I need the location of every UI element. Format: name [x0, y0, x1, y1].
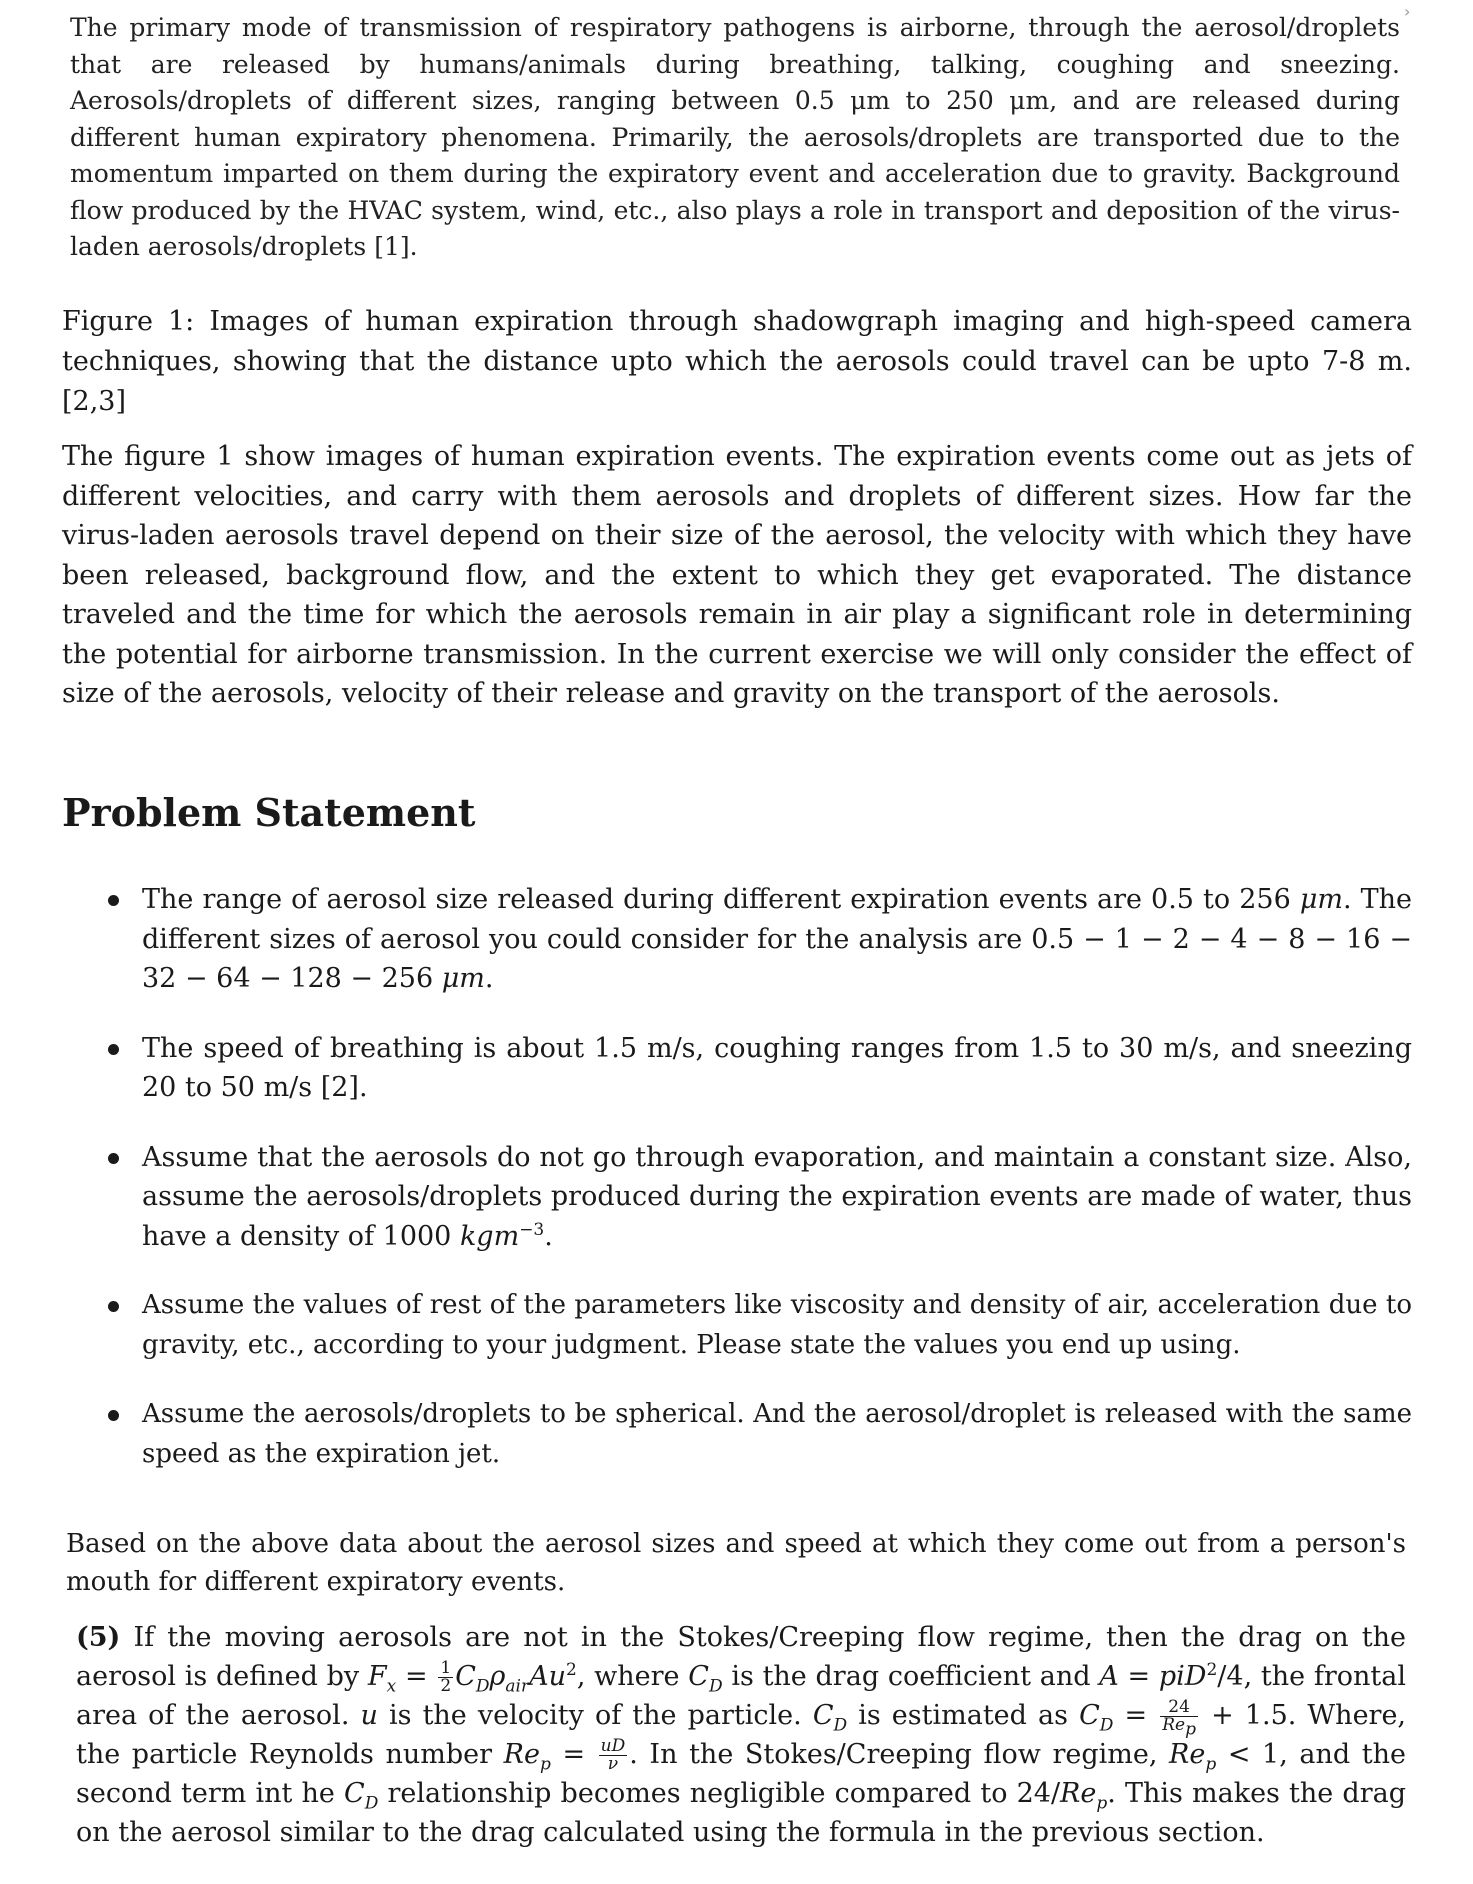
math-op: < 1 — [1216, 1739, 1280, 1770]
math-op: = — [1113, 1700, 1159, 1731]
math: C — [812, 1700, 834, 1731]
q-text: , where — [576, 1661, 689, 1692]
figure-caption: Figure 1: Images of human expiration through shadowgraph imaging and high-speed camera techniques, showing that the distance upto which the aerosols could travel can be upto 7-8 m. [2,3] — [62, 306, 1412, 417]
q-text: is the velocity of the particle. — [377, 1700, 813, 1731]
math-sup: 2 — [1206, 1660, 1218, 1680]
bullet-text: The speed of breathing is about 1.5 m/s, coughing ranges from 1.5 to 30 m/s, and sneezing 20 to 50 m/s [2]. — [142, 1032, 1412, 1103]
q-text: , the frontal area of the aerosol. — [76, 1661, 1406, 1731]
math: uD — [600, 1736, 626, 1756]
unit: μm — [1299, 884, 1343, 915]
bullet-icon — [108, 1410, 119, 1421]
frac-num: 24 — [1160, 1699, 1198, 1717]
bullet-icon — [108, 895, 119, 906]
fraction-ud-nu — [599, 1738, 628, 1773]
frac-num: 1 — [440, 1658, 452, 1678]
math: Re — [1060, 1778, 1097, 1809]
list-item — [100, 1395, 1412, 1474]
math: C — [688, 1661, 709, 1692]
bullet-text: . The different sizes of aerosol you could consider for the analysis are 0.5 − 1 − 2 − 4 − 8 − 16 − 32 − 64 − 128 − 256 — [142, 884, 1413, 994]
math: F — [367, 1661, 387, 1692]
bullet-icon — [108, 1153, 119, 1164]
bullet-icon — [108, 1044, 119, 1055]
q-text: relationship becomes negligible compared to 24/ — [378, 1778, 1061, 1809]
exponent: −3 — [519, 1219, 545, 1240]
question-number: (5) — [76, 1622, 121, 1653]
list-item — [100, 880, 1412, 999]
math-sub: p — [1185, 1719, 1196, 1740]
bullet-text: The range of aerosol size released during different expiration events are 0.5 to 256 — [142, 884, 1300, 915]
math-sub: p — [1205, 1754, 1217, 1775]
math-sub: D — [475, 1676, 490, 1697]
math: ν — [607, 1754, 619, 1774]
unit: μm — [441, 963, 485, 994]
math: C — [455, 1661, 476, 1692]
assumption-list — [100, 880, 1412, 1474]
math-op: = — [550, 1739, 597, 1770]
bullet-text: Assume the values of rest of the parameters like viscosity and density of air, acceleration due to gravity, etc., according to your judgment. Please state the values you end up using. — [142, 1290, 1412, 1360]
q-text: + 1.5. Where, the particle Reynolds number — [76, 1700, 1407, 1770]
math-sub: D — [1099, 1715, 1114, 1736]
list-item — [100, 1286, 1412, 1365]
math-sub: p — [1096, 1793, 1108, 1814]
section-heading: Problem Statement — [62, 790, 476, 835]
intro-paragraph: The primary mode of transmission of respiratory pathogens is airborne, through the aerosol/droplets that are released by humans/animals during breathing, talking, coughing and sneezing. Aerosols/droplets of different sizes, ranging between 0.5 μm to 250 μm, and are released during different human expiratory phenomena. Primarily, the aerosols/droplets are transported due to the momentum imparted on them during the expiratory event and acceleration due to gravity. Background flow produced by the HVAC system, wind, etc., also plays a role in transport and deposition of the virus-laden aerosols/droplets [1]. — [70, 13, 1400, 261]
q-text: is estimated as — [847, 1700, 1080, 1731]
math-sub: D — [364, 1793, 379, 1814]
corner-mark-icon: › — [1404, 2, 1411, 21]
body-paragraph: The figure 1 show images of human expiration events. The expiration events come out as jets of different velocities, and carry with them aerosols and droplets of different sizes. How far the virus-laden aerosols travel depend on their size of the aerosol, the velocity with which they have been released, background flow, and the extent to which they get evaporated. The distance traveled and the time for which the aerosols remain in air play a significant role in determining the potential for airborne transmission. In the current exercise we will only consider the effect of size of the aerosols, velocity of their release and gravity on the transport of the aerosols. — [62, 441, 1412, 709]
math-sub: D — [833, 1715, 848, 1736]
math-op: = — [396, 1661, 437, 1692]
unit: kgm — [459, 1220, 520, 1252]
math: Re — [1162, 1715, 1186, 1735]
bullet-text: . — [484, 963, 494, 994]
based-paragraph: Based on the above data about the aerosol sizes and speed at which they come out from a person's mouth for different expiratory events. — [66, 1529, 1406, 1597]
list-item — [100, 1029, 1412, 1108]
list-item — [100, 1138, 1412, 1257]
math-sub: air — [505, 1676, 530, 1697]
q-text: is the drag coefficient and — [722, 1661, 1100, 1692]
math-sub: p — [539, 1754, 551, 1775]
q-text: If the moving aerosols are not in the Stokes/Creeping flow regime, then the drag on the aerosol is defined by — [76, 1622, 1406, 1692]
q-text: . This makes the drag on the aerosol similar to the drag calculated using the formula in the previous section. — [76, 1778, 1406, 1848]
bullet-text: Assume the aerosols/droplets to be spherical. And the aerosol/droplet is released with the same speed as the expiration jet. — [142, 1399, 1412, 1469]
math: C — [344, 1778, 365, 1809]
math: piD — [1158, 1661, 1207, 1692]
bullet-text: . — [544, 1220, 553, 1252]
math: ρ — [489, 1661, 506, 1692]
math-sub: D — [708, 1676, 723, 1697]
math: /4 — [1217, 1661, 1244, 1692]
math: u — [360, 1700, 378, 1731]
fraction-24-rep — [1160, 1697, 1198, 1740]
bullet-text: Assume that the aerosols do not go through evaporation, and maintain a constant size. Also, assume the aerosols/droplets produced during the expiration events are made of water, thus have a density of 1000 — [142, 1141, 1412, 1252]
math: A — [1099, 1661, 1119, 1692]
math: Re — [1169, 1739, 1206, 1770]
math: Re — [503, 1739, 540, 1770]
math: C — [1079, 1700, 1100, 1731]
frac-den — [1160, 1715, 1198, 1740]
math-sub: x — [386, 1676, 397, 1697]
frac-den: 2 — [440, 1676, 452, 1696]
q-text: , and the second term int he — [76, 1739, 1406, 1809]
math: Au — [529, 1661, 566, 1692]
question-5 — [76, 1618, 1406, 1852]
math-sup: 2 — [565, 1660, 577, 1680]
math-op: = — [1118, 1661, 1159, 1692]
bullet-icon — [108, 1301, 119, 1312]
fraction-half — [438, 1660, 453, 1695]
q-text: . In the Stokes/Creeping flow regime, — [629, 1739, 1170, 1770]
